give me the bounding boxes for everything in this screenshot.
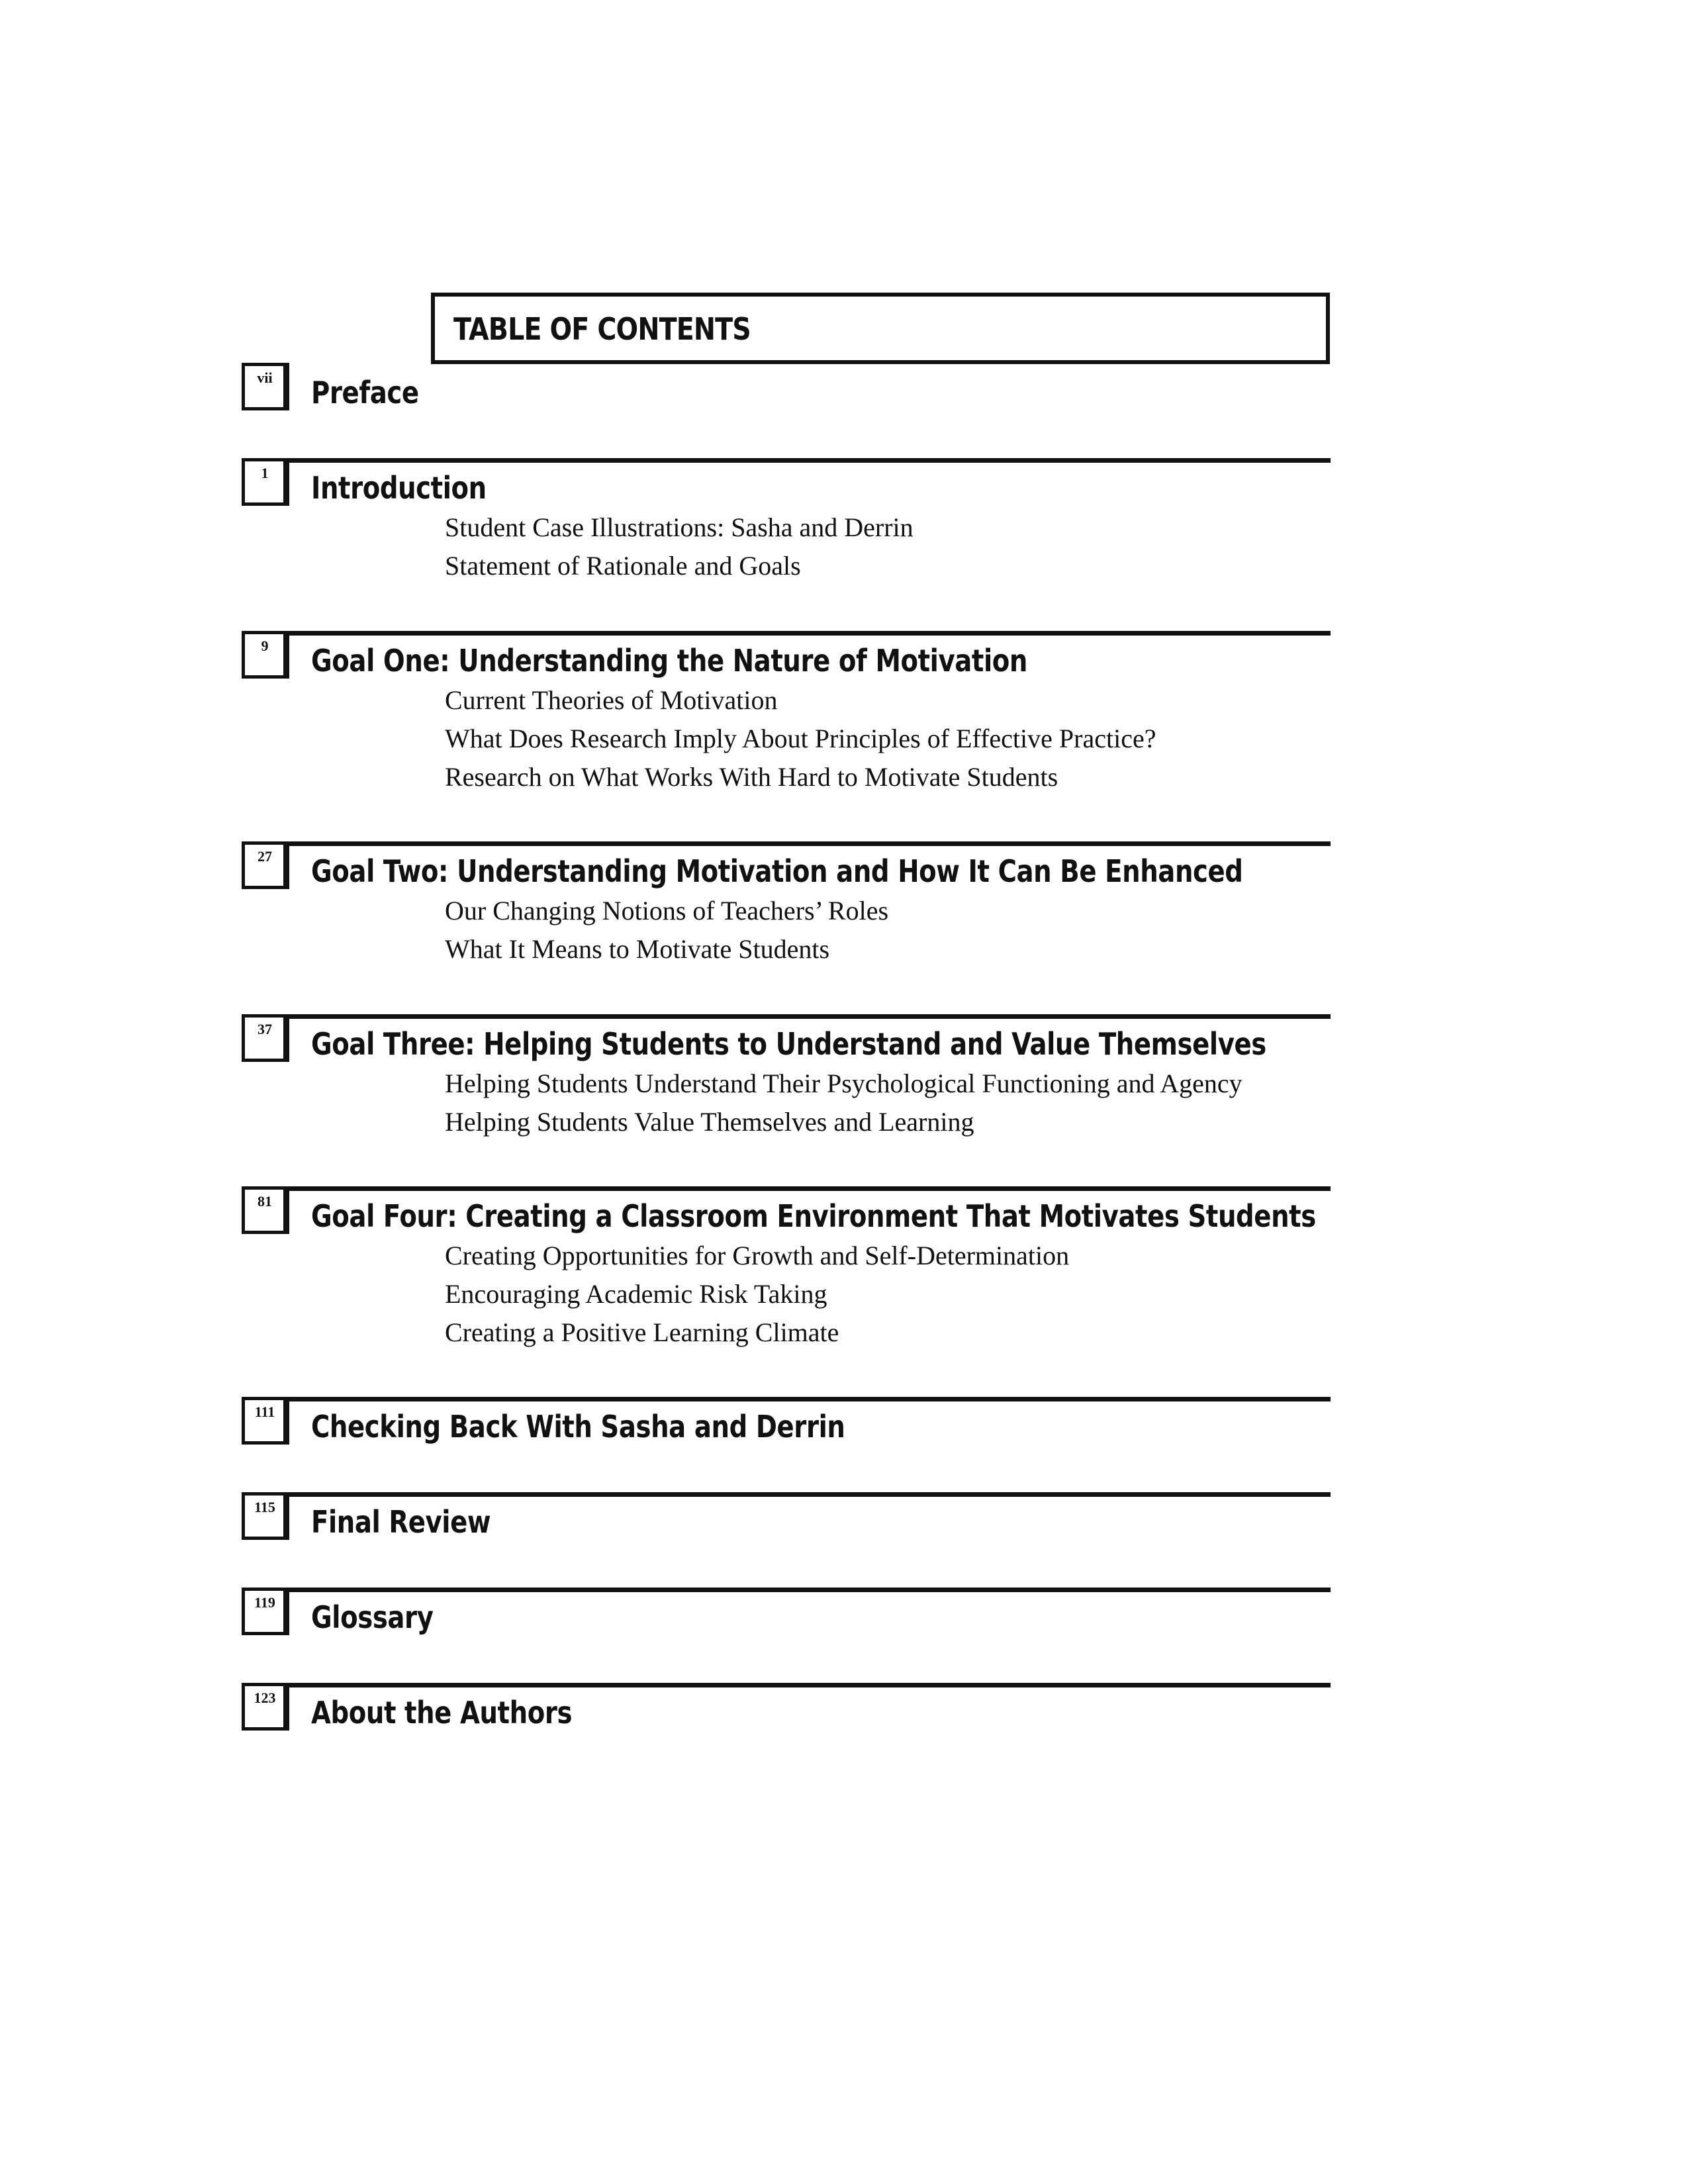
subsection-item[interactable]: Current Theories of Motivation xyxy=(445,685,778,715)
page-number: 9 xyxy=(261,638,269,654)
section-heading: Checking Back With Sasha and Derrin xyxy=(311,1409,845,1445)
page-number-box xyxy=(242,363,289,410)
section-rule xyxy=(242,1397,1331,1401)
section-heading: Goal Two: Understanding Motivation and How It Can Be Enhanced xyxy=(311,853,1243,889)
section-rule xyxy=(242,1492,1331,1497)
subsection-item[interactable]: Student Case Illustrations: Sasha and Derrin xyxy=(445,512,914,542)
page-number-box xyxy=(242,458,289,506)
page-number: 119 xyxy=(254,1594,275,1611)
section-heading: Goal One: Understanding the Nature of Motivation xyxy=(311,643,1028,679)
page-number: 81 xyxy=(258,1193,272,1210)
section-rule xyxy=(242,1683,1331,1687)
section-heading: Glossary xyxy=(311,1599,434,1635)
section-rule xyxy=(242,458,1331,463)
page-number-box xyxy=(242,1014,289,1062)
section-heading: Preface xyxy=(311,375,419,410)
section-rule xyxy=(242,1014,1331,1019)
section-heading: Introduction xyxy=(311,470,487,506)
page-number-box xyxy=(242,1186,289,1234)
section-rule xyxy=(242,841,1331,846)
page-number-box xyxy=(242,841,289,889)
subsection-list xyxy=(445,1237,1069,1352)
section-heading: About the Authors xyxy=(311,1695,573,1731)
subsection-item[interactable]: What It Means to Motivate Students xyxy=(445,934,830,964)
subsection-item[interactable]: Creating a Positive Learning Climate xyxy=(445,1317,839,1347)
section-heading: Goal Four: Creating a Classroom Environment That Motivates Students xyxy=(311,1198,1316,1234)
page-number-box xyxy=(242,631,289,679)
subsection-item[interactable]: Helping Students Value Themselves and Learning xyxy=(445,1107,974,1137)
section-rule xyxy=(242,631,1331,636)
page-number-box xyxy=(242,1588,289,1635)
page-number: vii xyxy=(257,369,273,386)
page-number-box xyxy=(242,1492,289,1540)
section-rule xyxy=(242,1186,1331,1191)
page-number: 37 xyxy=(258,1021,272,1037)
subsection-item[interactable]: Helping Students Understand Their Psychological Functioning and Agency xyxy=(445,1068,1243,1098)
page-number: 111 xyxy=(254,1403,275,1420)
toc-title-box xyxy=(431,293,1330,364)
subsection-list xyxy=(445,508,914,585)
section-rule xyxy=(242,1588,1331,1592)
page-number: 27 xyxy=(258,848,272,865)
page-number: 1 xyxy=(261,465,269,481)
subsection-item[interactable]: Creating Opportunities for Growth and Self-Determination xyxy=(445,1241,1070,1270)
subsection-list xyxy=(445,681,1156,796)
subsection-item[interactable]: What Does Research Imply About Principles of Effective Practice? xyxy=(445,724,1156,753)
page-number: 115 xyxy=(254,1499,275,1515)
subsection-list xyxy=(445,892,888,969)
subsection-list xyxy=(445,1065,1243,1141)
subsection-item[interactable]: Research on What Works With Hard to Motivate Students xyxy=(445,762,1058,792)
subsection-item[interactable]: Statement of Rationale and Goals xyxy=(445,551,801,581)
page-number-box xyxy=(242,1683,289,1731)
subsection-item[interactable]: Encouraging Academic Risk Taking xyxy=(445,1279,827,1309)
page-number: 123 xyxy=(254,1689,276,1706)
subsection-item[interactable]: Our Changing Notions of Teachers’ Roles xyxy=(445,896,889,926)
page-number-box xyxy=(242,1397,289,1445)
page-title: TABLE OF CONTENTS xyxy=(453,311,751,347)
section-heading: Final Review xyxy=(311,1504,491,1540)
section-heading: Goal Three: Helping Students to Understand and Value Themselves xyxy=(311,1026,1266,1062)
